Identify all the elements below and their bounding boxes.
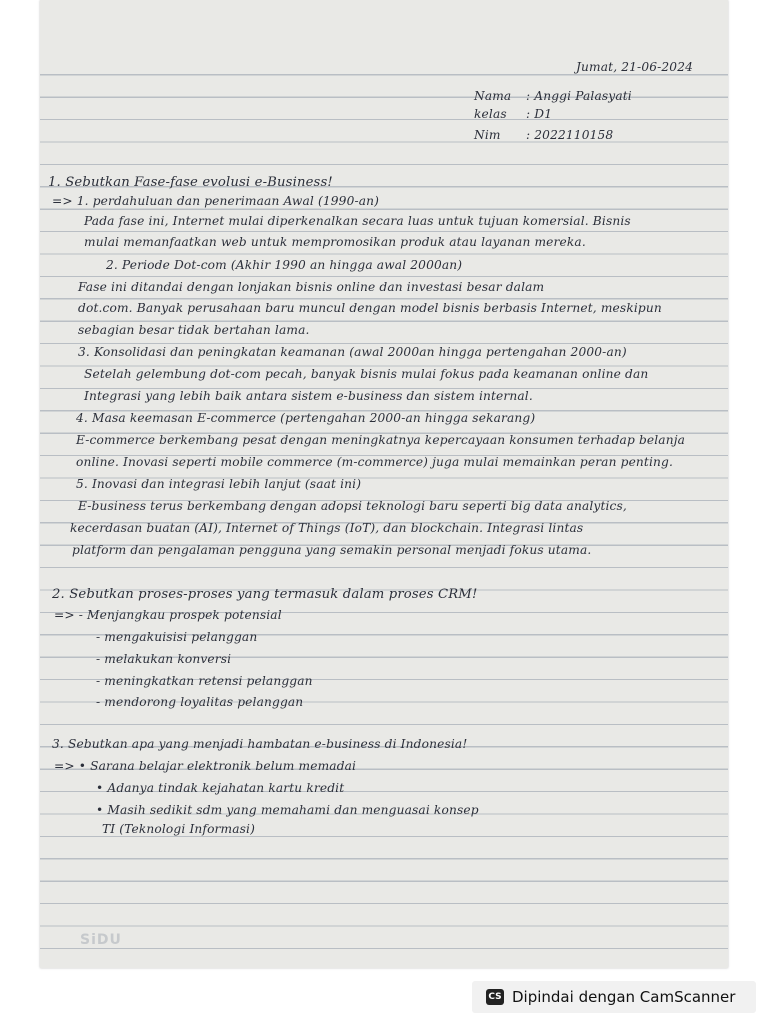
class-value: : D1 bbox=[526, 107, 553, 121]
q1-line: 3. Konsolidasi dan peningkatan keamanan (awal 2000an hingga pertengahan 2000-an) bbox=[78, 345, 627, 359]
question-2: 2. Sebutkan proses-proses yang termasuk dalam proses CRM! bbox=[52, 587, 478, 602]
nim-value: : 2022110158 bbox=[526, 128, 614, 142]
class-label: kelas bbox=[474, 107, 507, 121]
question-3: 3. Sebutkan apa yang menjadi hambatan e-business di Indonesia! bbox=[52, 737, 468, 751]
q2-line: - mengakuisisi pelanggan bbox=[96, 630, 258, 644]
q2-line: - mendorong loyalitas pelanggan bbox=[96, 695, 304, 709]
q2-line: - meningkatkan retensi pelanggan bbox=[96, 674, 313, 688]
q1-line: dot.com. Banyak perusahaan baru muncul dengan model bisnis berbasis Internet, meskipun bbox=[78, 301, 662, 315]
q1-line: platform dan pengalaman pengguna yang semakin personal menjadi fokus utama. bbox=[72, 543, 592, 557]
q2-line: - melakukan konversi bbox=[96, 652, 232, 666]
q1-line: Integrasi yang lebih baik antara sistem e-business dan sistem internal. bbox=[84, 389, 533, 403]
nim-label: Nim bbox=[474, 128, 501, 142]
q1-line: online. Inovasi seperti mobile commerce (m-commerce) juga mulai memainkan peran penting. bbox=[76, 455, 674, 469]
camscanner-watermark bbox=[472, 981, 756, 1013]
q1-line: sebagian besar tidak bertahan lama. bbox=[78, 323, 310, 337]
q1-line: E-commerce berkembang pesat dengan meningkatnya kepercayaan konsumen terhadap belanja bbox=[76, 433, 686, 447]
q1-line: E-business terus berkembang dengan adopsi teknologi baru seperti big data analytics, bbox=[78, 499, 627, 513]
name-value: : Anggi Palasyati bbox=[526, 89, 632, 103]
notebook-brand-logo: SiDU bbox=[80, 932, 122, 948]
q1-line: mulai memanfaatkan web untuk mempromosikan produk atau layanan mereka. bbox=[84, 235, 586, 249]
q1-line: 5. Inovasi dan integrasi lebih lanjut (saat ini) bbox=[76, 477, 362, 491]
q1-line: kecerdasan buatan (AI), Internet of Things (IoT), dan blockchain. Integrasi lintas bbox=[70, 521, 584, 535]
q1-line: Setelah gelembung dot-com pecah, banyak bisnis mulai fokus pada keamanan online dan bbox=[84, 367, 649, 381]
camscanner-icon: CS bbox=[486, 989, 504, 1005]
q3-line: TI (Teknologi Informasi) bbox=[102, 822, 256, 836]
q3-line: • Adanya tindak kejahatan kartu kredit bbox=[96, 781, 345, 795]
q1-line: Fase ini ditandai dengan lonjakan bisnis online dan investasi besar dalam bbox=[78, 280, 545, 294]
question-1: 1. Sebutkan Fase-fase evolusi e-Business! bbox=[48, 175, 333, 190]
q1-line: => 1. perdahuluan dan penerimaan Awal (1990-an) bbox=[52, 194, 380, 208]
q1-line: 4. Masa keemasan E-commerce (pertengahan 2000-an hingga sekarang) bbox=[76, 411, 536, 425]
q1-line: Pada fase ini, Internet mulai diperkenalkan secara luas untuk tujuan komersial. Bisnis bbox=[84, 214, 631, 228]
notebook-page bbox=[40, 0, 728, 968]
camscanner-text: Dipindai dengan CamScanner bbox=[512, 988, 736, 1006]
page-top-margin bbox=[40, 0, 728, 53]
q3-line: • Masih sedikit sdm yang memahami dan menguasai konsep bbox=[96, 803, 479, 817]
name-label: Nama bbox=[474, 89, 512, 103]
q2-line: => - Menjangkau prospek potensial bbox=[54, 608, 282, 622]
date: Jumat, 21-06-2024 bbox=[576, 60, 694, 74]
q1-line: 2. Periode Dot-com (Akhir 1990 an hingga awal 2000an) bbox=[106, 258, 463, 272]
q3-line: => • Sarana belajar elektronik belum memadai bbox=[54, 759, 357, 773]
